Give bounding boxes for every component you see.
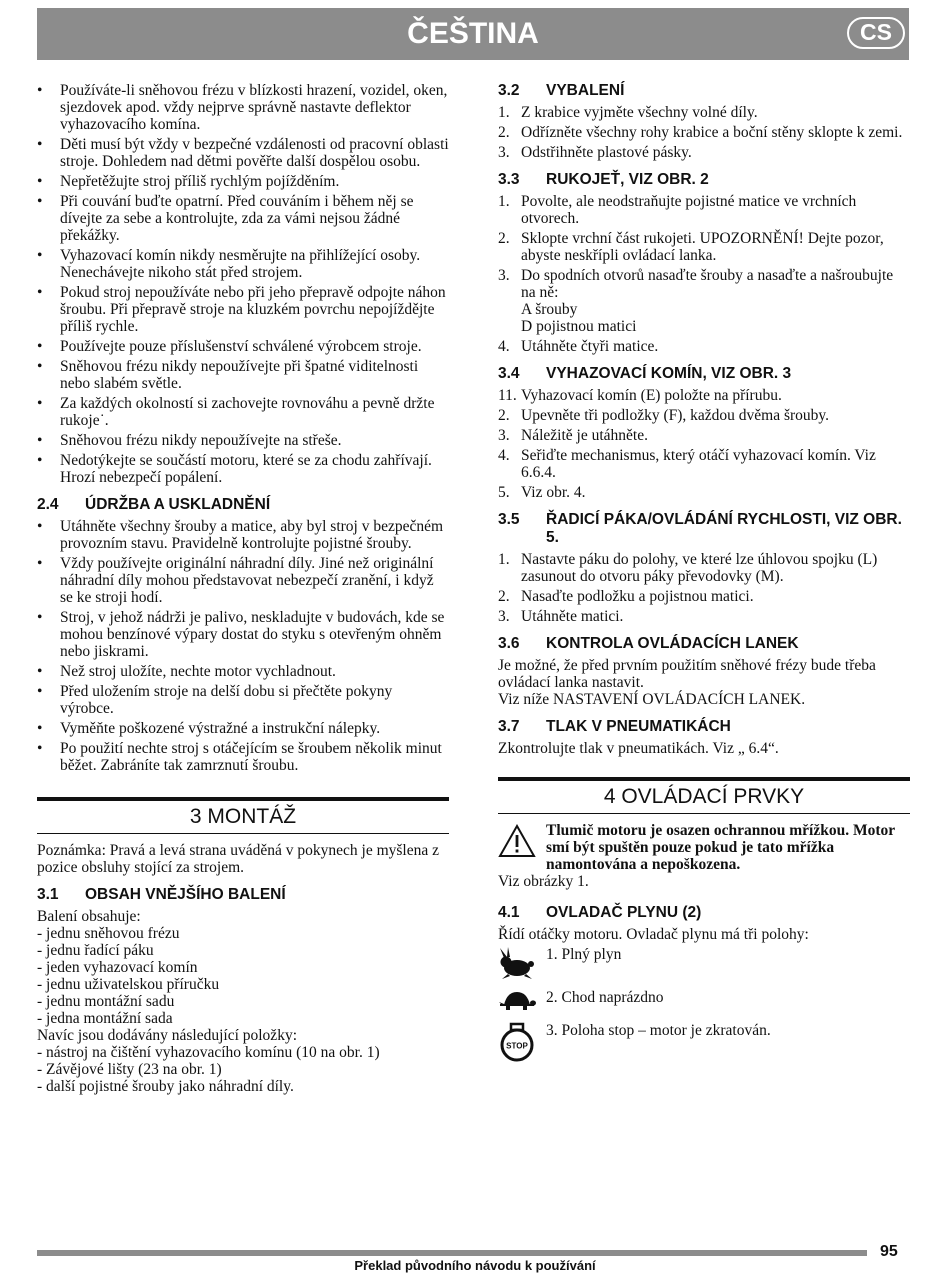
package-contents — [37, 908, 449, 1095]
list-item: 1. Povolte, ale neodstraňujte pojistné matice ve vrchních otvorech. — [498, 193, 857, 227]
list-item: • Děti musí být vždy v bezpečné vzdálenosti od pracovní oblasti stroje. Dohledem nad dětmi pověřte další dospělou osobu. — [37, 136, 449, 170]
footer-bar — [37, 1250, 867, 1256]
section-heading-3-5 — [498, 511, 910, 547]
page-title: ČEŠTINA — [407, 17, 539, 50]
unpacking-steps — [498, 104, 910, 161]
paragraph: Zkontrolujte tlak v pneumatikách. Viz „ 6.4“. — [498, 740, 779, 757]
throttle-position-stop — [498, 1022, 910, 1067]
section-title: OVLADAČ PLYNU (2) — [546, 904, 702, 921]
section-heading-3-4 — [498, 365, 910, 383]
section-title: ÚDRŽBA A USKLADNĚNÍ — [85, 496, 271, 513]
list-item: • Po použití nechte stroj s otáčejícím se šroubem několik minut běžet. Zabráníte tak zamrznutí šroubu. — [37, 740, 449, 774]
list-item: • Pokud stroj nepoužíváte nebo při jeho přepravě odpojte náhon šroubu. Při přepravě stroje na kluzkém povrchu nepojíždějte příliš rychle. — [37, 284, 449, 335]
list-item: • Vždy používejte originální náhradní díly. Jiné než originální náhradní díly mohou představovat nebezpečí zranění, i když se ke stroji hodí. — [37, 555, 449, 606]
list-item: • Sněhovou frézu nikdy nepoužívejte na střeše. — [37, 432, 449, 449]
warning-box — [498, 822, 910, 873]
list-item: 1. Z krabice vyjměte všechny volné díly. — [498, 104, 758, 121]
section-title: OBSAH VNĚJŠÍHO BALENÍ — [85, 886, 286, 903]
content-line: - jeden vyhazovací komín — [37, 959, 198, 976]
list-item: 5. Viz obr. 4. — [498, 484, 586, 501]
handle-steps — [498, 193, 910, 355]
stop-icon-label: STOP — [506, 1041, 528, 1051]
paragraph: Viz obrázky 1. — [498, 873, 589, 890]
section-title: VYHAZOVACÍ KOMÍN, VIZ OBR. 3 — [546, 365, 792, 382]
list-item: • Utáhněte všechny šrouby a matice, aby byl stroj v bezpečném provozním stavu. Pravidelně kontrolujte pojistné šrouby. — [37, 518, 449, 552]
list-item: 3. Odstřihněte plastové pásky. — [498, 144, 692, 161]
page-header — [37, 8, 909, 60]
section-number: 3.1 — [37, 886, 59, 903]
content-line: - jednu uživatelskou příručku — [37, 976, 220, 993]
section-heading-4-1 — [498, 904, 910, 922]
stop-icon — [498, 1022, 540, 1067]
section-title: ŘADICÍ PÁKA/OVLÁDÁNÍ RYCHLOSTI, VIZ OBR. 5. — [546, 511, 902, 546]
warning-triangle-icon — [498, 824, 538, 873]
list-item: • Před uložením stroje na delší dobu si přečtěte pokyny výrobce. — [37, 683, 449, 717]
chute-steps — [498, 387, 910, 501]
list-item: • Sněhovou frézu nikdy nepoužívejte při špatné viditelnosti nebo slabém světle. — [37, 358, 449, 392]
content-line: - další pojistné šrouby jako náhradní díly. — [37, 1078, 294, 1095]
throttle-label: 2. Chod naprázdno — [546, 989, 664, 1006]
list-item: 3. Náležitě je utáhněte. — [498, 427, 648, 444]
content-line: Navíc jsou dodávány následující položky: — [37, 1027, 297, 1044]
content-line: - jedna montážní sada — [37, 1010, 173, 1027]
list-item: 4. Utáhněte čtyři matice. — [498, 338, 659, 355]
list-item: 2. Odřízněte všechny rohy krabice a boční stěny sklopte k zemi. — [498, 124, 903, 141]
list-item: • Nedotýkejte se součástí motoru, které se za chodu zahřívají. Hrozí nebezpečí popálení. — [37, 452, 449, 486]
safety-bullet-list — [37, 82, 449, 486]
section-heading-3-2 — [498, 82, 910, 100]
section-heading-3-6 — [498, 635, 910, 653]
list-item: • Než stroj uložíte, nechte motor vychladnout. — [37, 663, 449, 680]
content-line: - jednu sněhovou frézu — [37, 925, 180, 942]
section-heading-3-3 — [498, 171, 910, 189]
section-number: 3.6 — [498, 635, 520, 652]
section-number: 4.1 — [498, 904, 520, 921]
list-item: 11. Vyhazovací komín (E) položte na přírubu. — [498, 387, 782, 404]
section-number: 3.4 — [498, 365, 520, 382]
section-number: 3.5 — [498, 511, 520, 528]
section-title: KONTROLA OVLÁDACÍCH LANEK — [546, 635, 799, 652]
section-number: 3.3 — [498, 171, 520, 188]
paragraph: Řídí otáčky motoru. Ovladač plynu má tři polohy: — [498, 926, 809, 943]
section-title: VYBALENÍ — [546, 82, 625, 99]
throttle-label: 3. Poloha stop – motor je zkratován. — [546, 1022, 771, 1039]
chapter-heading-4: 4 OVLÁDACÍ PRVKY — [498, 777, 910, 814]
section-title: TLAK V PNEUMATIKÁCH — [546, 718, 731, 735]
throttle-position-idle — [498, 989, 910, 1016]
list-item: 2. Upevněte tři podložky (F), každou dvěma šrouby. — [498, 407, 830, 424]
list-item: • Za každých okolností si zachovejte rovnováhu a pevně držte rukoje˙. — [37, 395, 449, 429]
list-item: 4. Seřiďte mechanismus, který otáčí vyhazovací komín. Viz 6.6.4. — [498, 447, 876, 481]
list-item: • Vyhazovací komín nikdy nesměrujte na přihlížející osoby. Nenechávejte nikoho stát před strojem. — [37, 247, 449, 281]
list-item: 2. Nasaďte podložku a pojistnou matici. — [498, 588, 754, 605]
section-title: RUKOJEŤ, VIZ OBR. 2 — [546, 171, 709, 188]
section-number: 2.4 — [37, 496, 59, 513]
content-line: - Závějové lišty (23 na obr. 1) — [37, 1061, 222, 1078]
list-item: D pojistnou matici — [521, 318, 637, 335]
assembly-note: Poznámka: Pravá a levá strana uváděná v pokynech je myšlena z pozice obsluhy stojící za strojem. — [37, 842, 439, 876]
throttle-label: 1. Plný plyn — [546, 946, 622, 963]
paragraph: Je možné, že před prvním použitím sněhové frézy bude třeba ovládací lanka nastavit. — [498, 657, 876, 691]
section-heading-2-4 — [37, 496, 449, 514]
chapter-heading-3: 3 MONTÁŽ — [37, 797, 449, 834]
rabbit-icon — [498, 946, 540, 985]
gear-lever-steps — [498, 551, 910, 625]
section-number: 3.2 — [498, 82, 520, 99]
section-number: 3.7 — [498, 718, 520, 735]
list-item: • Používáte-li sněhovou frézu v blízkosti hrazení, vozidel, oken, sjezdovek apod. vždy nejprve správně nastavte deflektor vyhazovacího komína. — [37, 82, 449, 133]
list-item: A šrouby — [521, 301, 578, 318]
content-line: - jednu řadící páku — [37, 942, 154, 959]
maintenance-bullet-list — [37, 518, 449, 774]
turtle-icon — [498, 989, 540, 1016]
list-item: • Stroj, v jehož nádrži je palivo, neskladujte v budovách, kde se mohou benzínové výpary dostat do styku s otevřeným ohněm nebo jiskrami. — [37, 609, 449, 660]
throttle-position-full — [498, 946, 910, 985]
section-heading-3-1 — [37, 886, 449, 904]
language-badge: CS — [847, 17, 905, 49]
warning-text: Tlumič motoru je osazen ochrannou mřížkou. Motor smí být spuštěn pouze pokud je tato mřížka namontována a nepoškozena. — [546, 822, 895, 873]
page-number: 95 — [880, 1243, 898, 1260]
paragraph: Viz níže NASTAVENÍ OVLÁDACÍCH LANEK. — [498, 691, 806, 708]
content-line: - nástroj na čištění vyhazovacího komínu (10 na obr. 1) — [37, 1044, 380, 1061]
list-item: 2. Sklopte vrchní část rukojeti. UPOZORNĚNÍ! Dejte pozor, abyste neskřípli ovládací lanka. — [498, 230, 884, 264]
right-column — [498, 82, 910, 1071]
list-item: 1. Nastavte páku do polohy, ve které lze úhlovou spojku (L) zasunout do otvoru páky převodovky (M). — [498, 551, 878, 585]
list-item: • Používejte pouze příslušenství schválené výrobcem stroje. — [37, 338, 449, 355]
footer-text: Překlad původního návodu k používání — [354, 1258, 596, 1273]
content-line: Balení obsahuje: — [37, 908, 141, 925]
list-item: • Nepřetěžujte stroj příliš rychlým pojížděním. — [37, 173, 449, 190]
section-heading-3-7 — [498, 718, 910, 736]
content-line: - jednu montážní sadu — [37, 993, 175, 1010]
left-column — [37, 82, 449, 1095]
list-item: 3. Do spodních otvorů nasaďte šrouby a nasaďte a našroubujte na ně: — [498, 267, 894, 301]
list-item: • Při couvání buďte opatrní. Před couváním i během něj se dívejte za sebe a kontrolujte, zda za vámi nejsou žádné překážky. — [37, 193, 449, 244]
list-item: • Vyměňte poškozené výstražné a instrukční nálepky. — [37, 720, 449, 737]
list-item: 3. Utáhněte matici. — [498, 608, 624, 625]
